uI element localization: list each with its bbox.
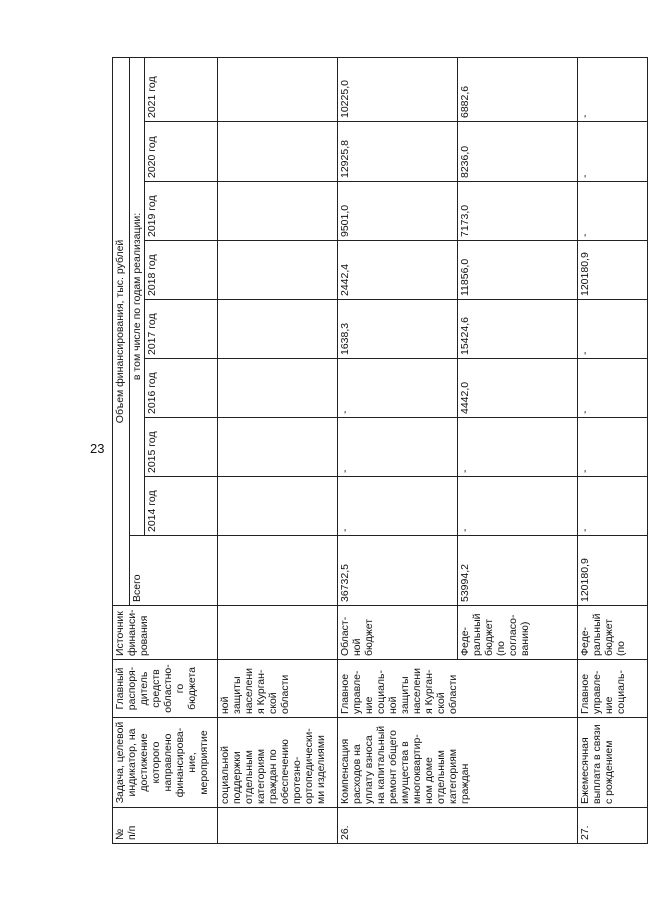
cell-year-value: - <box>578 182 648 241</box>
header-by-year: в том числе по годам реализации: <box>130 57 145 535</box>
cell-no: 27. <box>578 808 648 844</box>
cell-manager: Главное управле-ние социаль-ной защиты населения Курган-ской области <box>338 660 578 718</box>
cell-year-value: 2442,4 <box>338 241 458 300</box>
cell-year-value <box>218 57 338 121</box>
cell-year-value: - <box>578 418 648 477</box>
cell-no: 26. <box>338 808 578 844</box>
cell-year-value: 8236,0 <box>458 122 578 182</box>
cell-task: Ежемесячная выплата в связи с рождением <box>578 718 648 808</box>
header-year: 2018 год <box>145 241 218 300</box>
header-year: 2017 год <box>145 300 218 359</box>
header-financing-title: Объем финансирования, тыс. рублей <box>113 57 130 605</box>
cell-year-value: - <box>338 477 458 536</box>
rotated-table-sheet <box>112 58 627 844</box>
cell-total: 120180,9 <box>578 536 648 606</box>
header-manager: Главный распоря-дитель средств областно-го бюджета <box>113 660 218 718</box>
cell-year-value: 9501,0 <box>338 182 458 241</box>
header-total: Всего <box>130 536 218 606</box>
header-row-1 <box>113 57 130 843</box>
cell-manager: ной защиты населения Курган-ской области <box>218 660 338 718</box>
table-row <box>578 57 648 843</box>
cell-year-value: - <box>578 300 648 359</box>
header-year: 2016 год <box>145 359 218 418</box>
cell-task: Компенсация расходов на уплату взноса на капитальный ремонт общего имущества в многоквартир-ном доме отдельным категориям граждан <box>338 718 578 808</box>
header-year: 2015 год <box>145 418 218 477</box>
cell-year-value <box>218 122 338 182</box>
cell-source <box>218 606 338 660</box>
cell-year-value: 6882,6 <box>458 57 578 121</box>
header-no: № п/п <box>113 808 218 844</box>
header-year: 2014 год <box>145 477 218 536</box>
rotated-table-frame <box>112 58 627 844</box>
cell-year-value <box>218 477 338 536</box>
cell-year-value: 10225,0 <box>338 57 458 121</box>
cell-source: Област-ной бюджет <box>338 606 458 660</box>
cell-year-value <box>218 418 338 477</box>
cell-year-value: - <box>458 418 578 477</box>
cell-year-value <box>218 359 338 418</box>
table-row <box>338 57 458 843</box>
cell-year-value: - <box>338 418 458 477</box>
header-year: 2021 год <box>145 57 218 121</box>
cell-year-value: 4442,0 <box>458 359 578 418</box>
cell-no <box>218 808 338 844</box>
cell-year-value: 12925,8 <box>338 122 458 182</box>
header-source: Источник финанси-рования <box>113 606 218 660</box>
cell-total <box>218 536 338 606</box>
cell-total: 36732,5 <box>338 536 458 606</box>
header-year: 2020 год <box>145 122 218 182</box>
cell-year-value: - <box>578 122 648 182</box>
cell-year-value: 15424,6 <box>458 300 578 359</box>
cell-year-value: 120180,9 <box>578 241 648 300</box>
cell-year-value: - <box>338 359 458 418</box>
cell-total: 53994,2 <box>458 536 578 606</box>
header-task: Задача, целевой индикатор, на достижение которого направлено финансирова-ние, мероприятие <box>113 718 218 808</box>
table-row <box>218 57 338 843</box>
cell-source: Феде-ральный бюджет (по согласо-ванию) <box>458 606 578 660</box>
header-year: 2019 год <box>145 182 218 241</box>
cell-task: социальной поддержки отдельным категориям граждан по обеспечению протезно-ортопедически-ми изделиями <box>218 718 338 808</box>
cell-year-value: 1638,3 <box>338 300 458 359</box>
cell-year-value: - <box>458 477 578 536</box>
cell-year-value <box>218 300 338 359</box>
cell-year-value <box>218 182 338 241</box>
cell-year-value: 11856,0 <box>458 241 578 300</box>
page-number: 23 <box>90 441 105 456</box>
cell-year-value: 7173,0 <box>458 182 578 241</box>
cell-year-value: - <box>578 57 648 121</box>
cell-source: Феде-ральный бюджет (по <box>578 606 648 660</box>
cell-year-value: - <box>578 477 648 536</box>
cell-year-value <box>218 241 338 300</box>
cell-manager: Главное управле-ние социаль- <box>578 660 648 718</box>
financing-table <box>112 57 648 844</box>
cell-year-value: - <box>578 359 648 418</box>
